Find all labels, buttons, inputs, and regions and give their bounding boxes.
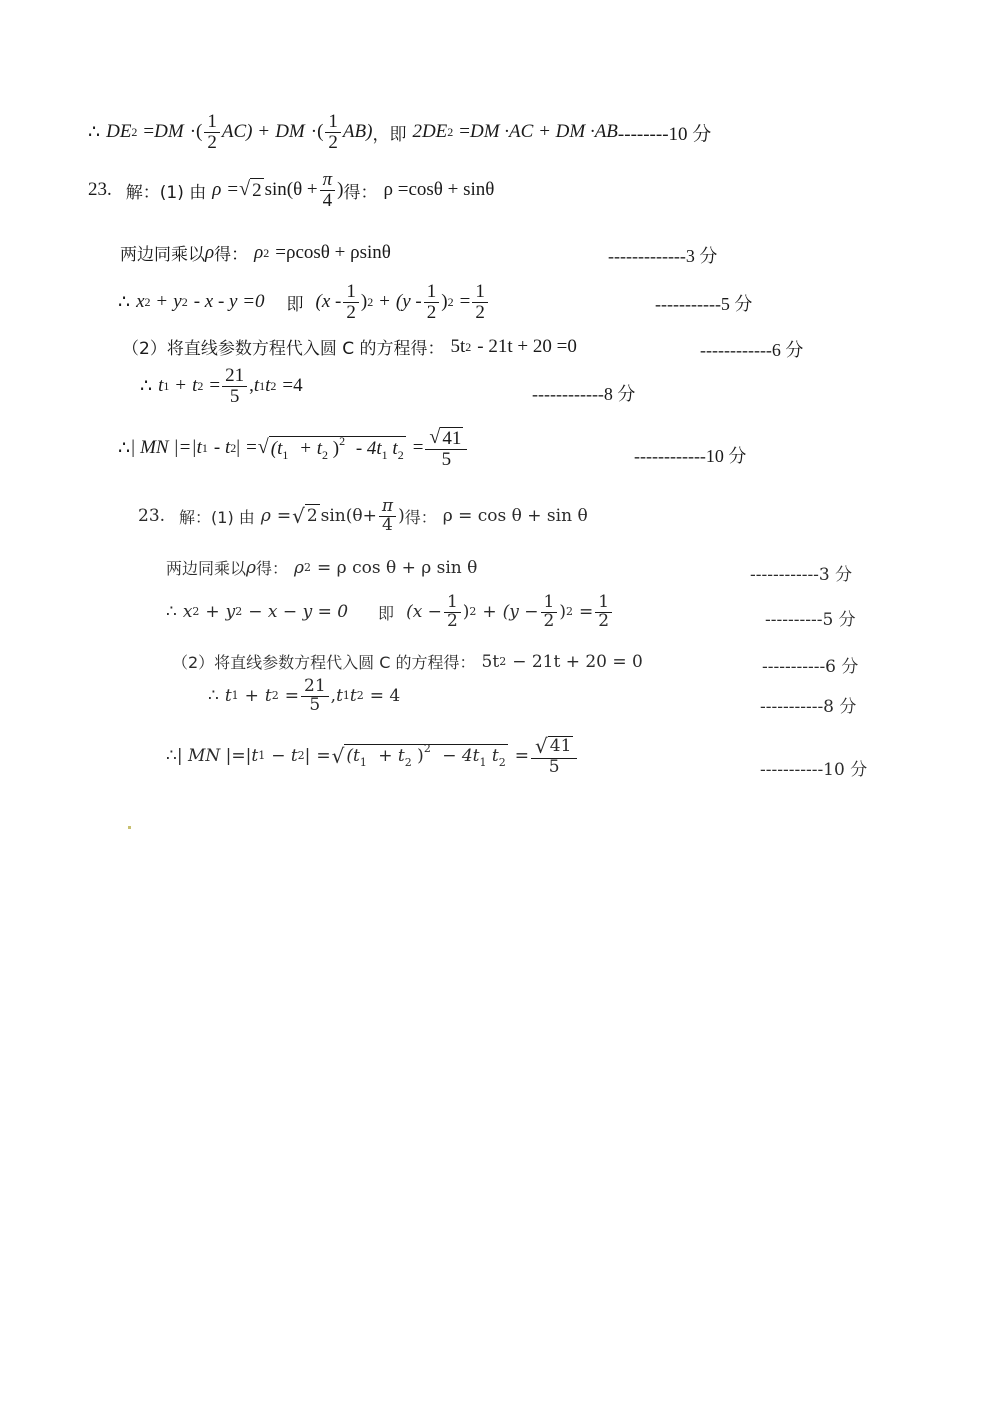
equals-sign: = xyxy=(579,602,594,623)
scan-artifact-dot xyxy=(128,826,131,829)
equals-sign: = xyxy=(284,686,300,707)
close-paren: ) xyxy=(360,291,368,313)
problem-number: 23. xyxy=(88,179,112,201)
expression: − t xyxy=(271,746,298,767)
exponent: 2 xyxy=(339,434,346,449)
subscript: 1 xyxy=(359,756,367,770)
sqrt-41 xyxy=(535,736,573,757)
radicand xyxy=(344,744,507,768)
score-marker: -------------3 分 xyxy=(608,246,718,266)
close-paren: ) xyxy=(462,602,470,623)
numerator: 1 xyxy=(325,112,341,133)
denominator: 2 xyxy=(207,131,217,153)
expression: - t xyxy=(213,437,231,459)
radicand: 2 xyxy=(252,180,262,202)
step-text: （2）将直线参数方程代入圆 C 的方程得： xyxy=(172,653,476,672)
expression: − 4t xyxy=(442,746,480,767)
rho-symbol: ρ xyxy=(254,241,264,263)
subscript: 2 xyxy=(404,756,412,770)
expression: (t xyxy=(270,438,283,460)
expression: =4 xyxy=(282,375,303,397)
plus-sign: + xyxy=(175,375,187,397)
plus-sign: + xyxy=(205,602,220,623)
score-marker: ----------5 分 xyxy=(765,610,856,630)
sqrt-two xyxy=(239,178,263,202)
expression: (y - xyxy=(395,291,422,313)
var-t: t xyxy=(349,686,357,707)
therefore-symbol: ∴ xyxy=(166,746,177,767)
expression: - x - y =0 xyxy=(193,291,265,313)
plus-sign: + xyxy=(258,121,270,143)
numerator: 1 xyxy=(541,594,558,613)
expression: + t xyxy=(299,438,322,460)
exponent: 2 xyxy=(423,742,431,756)
step-vieta-scan: ∴ t 1 + t 2 = $\frac{21}{5}$ , t 1 t 2 = 4 xyxy=(208,676,401,715)
denominator: 2 xyxy=(446,610,458,631)
step-multiply-rho-scan: 两边同乘以 ρ 得： ρ 2 = ρ cos θ + ρ sin θ xyxy=(166,557,478,578)
text-de: 得： xyxy=(256,559,289,578)
numerator: 1 xyxy=(343,282,359,303)
result-expression: ρ =cosθ + sinθ xyxy=(383,179,495,201)
numerator: π xyxy=(379,498,396,517)
fraction-half xyxy=(595,594,612,631)
denominator: 2 xyxy=(598,610,610,631)
subscript: 2 xyxy=(498,756,506,770)
subscript: 1 xyxy=(282,448,289,463)
expression: - 4t xyxy=(355,438,382,460)
subscript: 2 xyxy=(321,448,328,463)
text-ji: 即 xyxy=(286,294,304,315)
solution-label: 解：(1) 由 xyxy=(179,507,255,527)
result-expression: ρ = cos θ + sin θ xyxy=(442,506,588,527)
plus-sign: + xyxy=(482,602,497,623)
fraction-21-5 xyxy=(301,678,329,715)
var-t: t xyxy=(392,438,398,460)
solution-label: 解：(1) 由 xyxy=(125,182,207,203)
step-mn-length-scan: ∴ | MN |= |t 1 − t 2 | = √ ($t_1 + t_2$ )$^2 - 4t_1$ $t_2$ = √ 41 5 xyxy=(166,736,579,777)
term-mn: | MN |= xyxy=(130,437,192,459)
term-mn: | MN |= xyxy=(176,746,246,767)
therefore-symbol: ∴ xyxy=(166,602,177,623)
fraction-pi-four xyxy=(320,170,336,211)
fraction-half xyxy=(472,282,488,323)
fraction-sqrt41-5 xyxy=(425,427,467,470)
expression: (x - xyxy=(315,291,342,313)
denominator: 2 xyxy=(475,301,485,323)
denominator: 2 xyxy=(328,131,338,153)
therefore-symbol: ∴ xyxy=(208,686,219,707)
numerator: 1 xyxy=(472,282,488,303)
step-text: 两边同乘以 xyxy=(120,245,205,265)
var-t: t xyxy=(264,686,272,707)
therefore-symbol: ∴ xyxy=(140,375,153,397)
rho-symbol: ρ xyxy=(246,557,257,578)
plus-sign: + xyxy=(156,291,168,313)
score-marker: ------------3 分 xyxy=(750,565,853,585)
denominator: 2 xyxy=(543,610,555,631)
text-de: 得： xyxy=(404,507,437,527)
step-substitute-line-scan: （2）将直线参数方程代入圆 C 的方程得： 5t 2 − 21t + 20 = 0 xyxy=(172,651,643,672)
fraction-half xyxy=(325,112,341,153)
subscript: 1 xyxy=(479,756,487,770)
rho-symbol: ρ xyxy=(212,179,222,201)
problem-number: 23. xyxy=(138,506,166,527)
var-t: t xyxy=(265,375,271,397)
denominator: 5 xyxy=(548,756,560,777)
term-dm: DM xyxy=(154,121,184,143)
close-paren: ) xyxy=(559,602,567,623)
term-ab: AB) xyxy=(342,121,373,143)
text-ji: ，即 xyxy=(372,124,407,145)
expression: - 21t + 20 =0 xyxy=(477,335,577,357)
problem-23-header-scan xyxy=(138,498,588,535)
comma: , xyxy=(330,686,337,707)
equals-sign: = xyxy=(227,179,239,201)
step-circle-equation-scan: ∴ x 2 + y 2 − x − y = 0 即 (x − $\frac{1}{2}$ ) 2 + (y − $\frac{1}{2}$ ) 2 = $\frac{1}{2}$ xyxy=(166,594,614,631)
subscript: 1 xyxy=(381,448,388,463)
sqrt-41 xyxy=(429,427,463,449)
denominator: 2 xyxy=(426,301,437,323)
close-paren: ) xyxy=(398,506,405,527)
var-t: t xyxy=(336,686,343,707)
text-ji: 即 xyxy=(378,603,395,623)
term-de: DE xyxy=(106,121,132,143)
var-y: y xyxy=(173,291,182,313)
step-text: （2）将直线参数方程代入圆 C 的方程得： xyxy=(122,339,445,359)
radicand: 41 xyxy=(442,428,462,449)
denominator: 4 xyxy=(382,514,393,535)
sqrt-two xyxy=(292,504,320,528)
close-paren: ) xyxy=(417,746,424,767)
score-marker: ------------8 分 xyxy=(532,384,636,404)
therefore-symbol: ∴ xyxy=(118,437,131,459)
expression: − x − y = 0 xyxy=(248,602,349,623)
denominator: 5 xyxy=(441,448,452,470)
fraction-21-5 xyxy=(222,366,247,407)
score-marker: --------10 分 xyxy=(617,123,712,145)
expression: (t xyxy=(346,746,360,767)
therefore-symbol: ∴ xyxy=(88,121,101,143)
denominator: 5 xyxy=(229,385,240,407)
numerator: π xyxy=(320,170,336,191)
expression: |t xyxy=(245,746,259,767)
denominator: 2 xyxy=(346,301,356,323)
denominator: 5 xyxy=(309,694,321,715)
sqrt-expression xyxy=(332,744,508,768)
step-circle-equation: ∴ x 2 + y 2 - x - y =0 即 (x - $\frac{1}{2}$ ) 2 + (y - $\frac{1}{2}$ ) 2 = $\frac{1}{2}$ xyxy=(118,282,490,323)
radicand xyxy=(269,434,406,463)
radical-icon: √ xyxy=(535,734,548,758)
fraction-half xyxy=(204,112,220,153)
numerator xyxy=(531,736,577,759)
sqrt-expression xyxy=(257,434,406,463)
rho-symbol: ρ xyxy=(294,557,305,578)
problem-23-header xyxy=(88,170,494,211)
equals-sign: = xyxy=(412,437,424,459)
score-marker: ------------6 分 xyxy=(700,340,804,360)
score-marker: ------------10 分 xyxy=(634,446,747,466)
equals-sign: = xyxy=(209,375,221,397)
numerator: 1 xyxy=(424,282,440,303)
var-x: x xyxy=(182,602,193,623)
sin-expression: sin(θ+ xyxy=(320,506,377,527)
rho-symbol: ρ xyxy=(260,506,271,527)
numerator: 1 xyxy=(595,594,612,613)
numerator: 1 xyxy=(444,594,461,613)
equals-sign: = xyxy=(459,291,471,313)
plus-sign: + xyxy=(379,291,390,313)
rhs-expression: DM ·AC + DM ·AB xyxy=(470,121,618,143)
expression: − 21t + 20 = 0 xyxy=(512,651,643,672)
fraction-half xyxy=(541,594,558,631)
therefore-symbol: ∴ xyxy=(118,291,131,313)
close-paren: ) xyxy=(441,291,448,313)
dot-paren: ·( xyxy=(189,121,203,143)
score-marker: -----------6 分 xyxy=(762,657,859,677)
var-t: t xyxy=(253,375,260,397)
score-marker: -----------10 分 xyxy=(760,760,868,780)
radicand: 41 xyxy=(549,736,572,756)
radical-icon: √ xyxy=(257,436,269,459)
term-2de: 2DE xyxy=(412,121,448,143)
var-x: x xyxy=(136,291,145,313)
score-marker: -----------5 分 xyxy=(655,294,753,314)
var-t: t xyxy=(491,746,499,767)
expression: (y − xyxy=(502,602,539,623)
subscript: 2 xyxy=(397,448,404,463)
fraction-pi-four xyxy=(379,498,396,535)
denominator: 4 xyxy=(322,189,333,211)
text-de: 得： xyxy=(214,245,249,265)
step-vieta: ∴ t 1 + t 2 = $\frac{21}{5}$ , t 1 t 2 =4 xyxy=(140,365,303,407)
radical-icon: √ xyxy=(429,426,441,448)
radicand: 2 xyxy=(306,506,318,527)
abs-bar: | xyxy=(236,437,241,459)
abs-bar: | xyxy=(304,746,311,767)
fraction-sqrt41-5 xyxy=(531,736,577,777)
var-t: t xyxy=(224,686,232,707)
equals-sign: = xyxy=(276,506,292,527)
radical-icon: √ xyxy=(292,504,305,529)
term-5t: 5t xyxy=(481,651,500,672)
step-multiply-rho: 两边同乘以 ρ 得： ρ 2 =ρcosθ + ρsinθ xyxy=(120,241,391,265)
step-mn-length: ∴ | MN |= |t 1 - t 2 | = √ ($t_1 + t_2$ )$^2 - 4t_1$ $t_2$ = √ 41 5 xyxy=(118,427,469,470)
text-de: 得： xyxy=(343,182,378,203)
comma: , xyxy=(249,375,254,397)
step-text: 两边同乘以 xyxy=(166,559,247,578)
expression: (x − xyxy=(406,602,442,623)
sin-expression: sin(θ + xyxy=(264,179,318,201)
fraction-half xyxy=(343,282,359,323)
equals-sign: = xyxy=(143,121,155,143)
rhs-expression: = ρ cos θ + ρ sin θ xyxy=(317,557,478,578)
expression: |t xyxy=(191,437,202,459)
fraction-half xyxy=(444,594,461,631)
plus-sign: + xyxy=(244,686,259,707)
close-paren: ) xyxy=(337,179,344,201)
radical-icon: √ xyxy=(331,744,345,769)
rho-symbol: ρ xyxy=(205,241,215,263)
numerator: 21 xyxy=(222,366,247,387)
close-paren: ) xyxy=(332,438,340,460)
equals-sign: = xyxy=(246,437,257,459)
rhs-expression: =ρcosθ + ρsinθ xyxy=(275,241,391,263)
step-substitute-line: （2）将直线参数方程代入圆 C 的方程得： 5t 2 - 21t + 20 =0 xyxy=(122,335,577,359)
fraction-half xyxy=(424,282,440,323)
numerator xyxy=(425,427,467,450)
numerator: 1 xyxy=(204,112,220,133)
var-t: t xyxy=(192,375,198,397)
term-dm: DM xyxy=(275,121,305,143)
term-ac: AC) xyxy=(221,121,253,143)
numerator: 21 xyxy=(301,678,329,697)
equals-sign: = xyxy=(459,121,470,143)
score-marker: -----------8 分 xyxy=(760,697,857,717)
var-t: t xyxy=(158,375,164,397)
proof-conclusion-line: ∴ DE 2 = DM ·( $\frac{1}{2}$ AC) + DM ·( $\frac{1}{2}$ AB) ，即 2DE 2 = DM ·AC + DM ·AB --------10 分 xyxy=(88,111,712,153)
var-y: y xyxy=(225,602,236,623)
dot-paren: ·( xyxy=(310,121,324,143)
equals-sign: = xyxy=(514,746,530,767)
term-5t: 5t xyxy=(450,335,466,357)
expression: + t xyxy=(378,746,405,767)
equals-sign: = xyxy=(316,746,331,767)
expression: = 4 xyxy=(369,686,401,707)
radical-icon: √ xyxy=(239,178,251,201)
